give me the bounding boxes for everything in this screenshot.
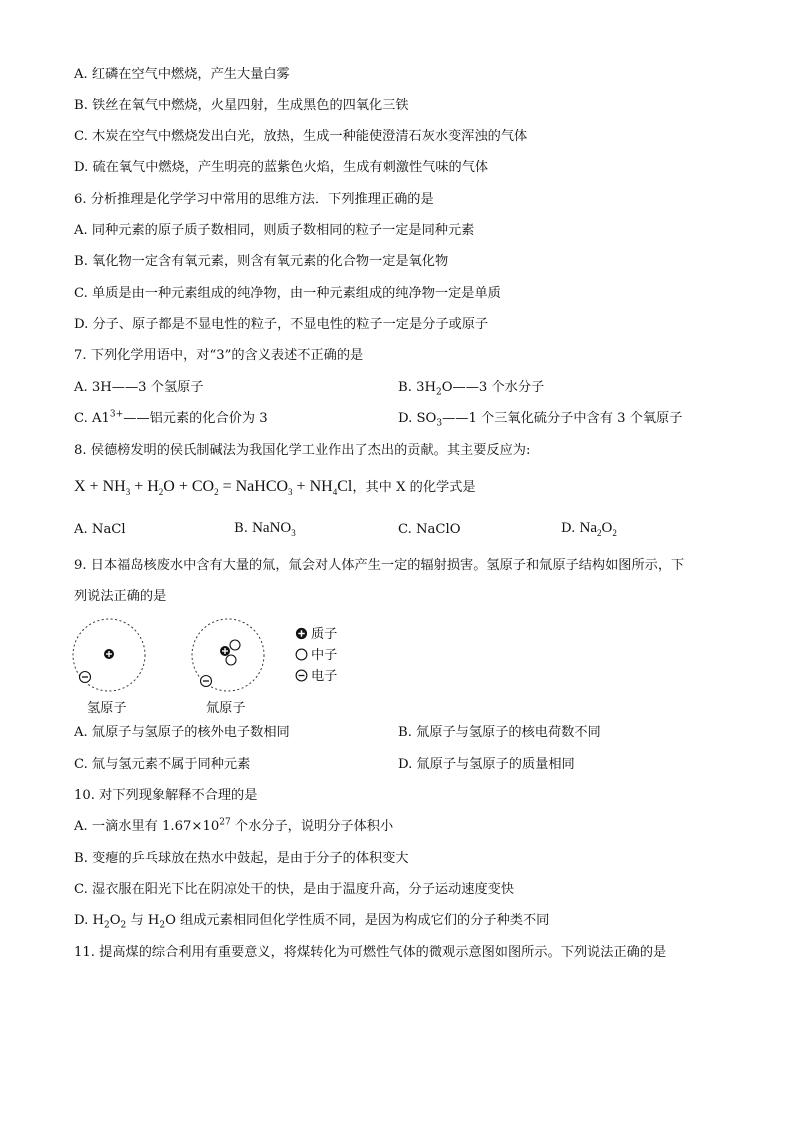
q9-stem-line1: 9. 日本福岛核废水中含有大量的氚，氚会对人体产生一定的辐射损害。氢原子和氚原子结构如图所示，下 — [74, 558, 685, 573]
q7-option-d: D. $SO_3——1$ 个三氧化硫分子中含有 3 个氧原子 — [398, 411, 683, 429]
tritium-neutron-icon — [230, 640, 240, 650]
q5-option-c: C. 木炭在空气中燃烧发出白光，放热，生成一种能使澄清石灰水变浑浊的气体 — [74, 129, 528, 144]
q10-stem: 10. 对下列现象解释不合理的是 — [74, 788, 258, 803]
q6-option-b: B. 氧化物一定含有氧元素，则含有氧元素的化合物一定是氧化物 — [74, 254, 449, 269]
q9-option-a: A. 氚原子与氢原子的核外电子数相同 — [74, 725, 290, 740]
q10-option-d: D. $H_2O_2$ 与 $H_2O$ 组成元素相同但化学性质不同，是因为构成它们的分子种类不同 — [74, 913, 550, 931]
q10-option-c: C. 湿衣服在阳光下比在阴凉处干的快，是由于温度升高，分子运动速度变快 — [74, 882, 515, 897]
hydrogen-proton-icon — [104, 649, 114, 659]
q7-option-c: C. $A1^{3+}——$铝元素的化合价为 3 — [74, 409, 268, 426]
q9-option-c: C. 氚与氢元素不属于同种元素 — [74, 757, 251, 772]
q6-option-c: C. 单质是由一种元素组成的纯净物，由一种元素组成的纯净物一定是单质 — [74, 286, 501, 301]
q9-stem-line2: 列说法正确的是 — [74, 589, 167, 604]
legend-neutron-label: 中子 — [311, 648, 338, 663]
legend-electron — [295, 669, 337, 685]
q8-option-d: D. $Na_2O_2$ — [561, 520, 617, 538]
q6-option-a: A. 同种元素的原子质子数相同，则质子数相同的粒子一定是同种元素 — [74, 223, 475, 238]
tritium-neutron-icon — [226, 655, 236, 665]
tritium-electron-icon — [201, 676, 212, 687]
hydrogen-atom-label: 氢原子 — [87, 701, 127, 716]
q11-stem: 11. 提高煤的综合利用有重要意义，将煤转化为可燃性气体的微观示意图如图所示。下列说法正确的是 — [74, 945, 667, 960]
q10-option-b: B. 变瘪的乒乓球放在热水中鼓起，是由于分子的体积变大 — [74, 851, 409, 866]
q5-option-a: A. 红磷在空气中燃烧，产生大量白雾 — [74, 67, 290, 82]
atom-structure-diagram — [66, 610, 366, 720]
legend-neutron — [295, 648, 337, 664]
proton-icon — [295, 627, 308, 640]
q5-option-b: B. 铁丝在氧气中燃烧，火星四射，生成黑色的四氧化三铁 — [74, 98, 409, 113]
hydrogen-electron-icon — [80, 672, 91, 683]
q8-option-b: B. NaNO$_3$ — [234, 520, 296, 538]
electron-icon — [295, 669, 308, 682]
q6-stem: 6. 分析推理是化学学习中常用的思维方法．下列推理正确的是 — [74, 192, 434, 207]
q9-option-d: D. 氚原子与氢原子的质量相同 — [398, 757, 575, 772]
tritium-atom-label: 氚原子 — [206, 701, 246, 716]
q8-equation: $X + NH_3 + H_2O + CO_2$ = NaHCO$_3$ + $NH_4Cl$，其中 X 的化学式是 — [74, 478, 476, 498]
legend-proton-label: 质子 — [311, 627, 338, 642]
q8-option-a: A. NaCl — [74, 522, 126, 537]
legend-proton — [295, 627, 337, 643]
tritium-proton-icon — [220, 646, 230, 656]
q7-stem: 7. 下列化学用语中，对“3”的含义表述不正确的是 — [74, 348, 364, 363]
q8-option-c: C. NaClO — [398, 522, 461, 537]
neutron-icon — [295, 648, 308, 661]
q8-stem: 8. 侯德榜发明的侯氏制碱法为我国化学工业作出了杰出的贡献。其主要反应为: — [74, 443, 531, 458]
q7-option-b: B. $3H_2O——3$ 个水分子 — [398, 380, 545, 398]
q5-option-d: D. 硫在氧气中燃烧，产生明亮的蓝紫色火焰，生成有刺激性气味的气体 — [74, 160, 489, 175]
q7-option-a: A. 3H——3 个氢原子 — [74, 380, 204, 395]
q10-option-a: A. 一滴水里有 $1.67\times 10^{27}$ 个水分子，说明分子体积小 — [74, 817, 394, 834]
reaction-equation: $X + NH_3 + H_2O + CO_2$ = NaHCO$_3$ + $NH_4Cl$ — [74, 478, 353, 498]
q6-option-d: D. 分子、原子都是不显电性的粒子，不显电性的粒子一定是分子或原子 — [74, 317, 489, 332]
legend-electron-label: 电子 — [311, 669, 338, 684]
q9-option-b: B. 氚原子与氢原子的核电荷数不同 — [398, 725, 601, 740]
